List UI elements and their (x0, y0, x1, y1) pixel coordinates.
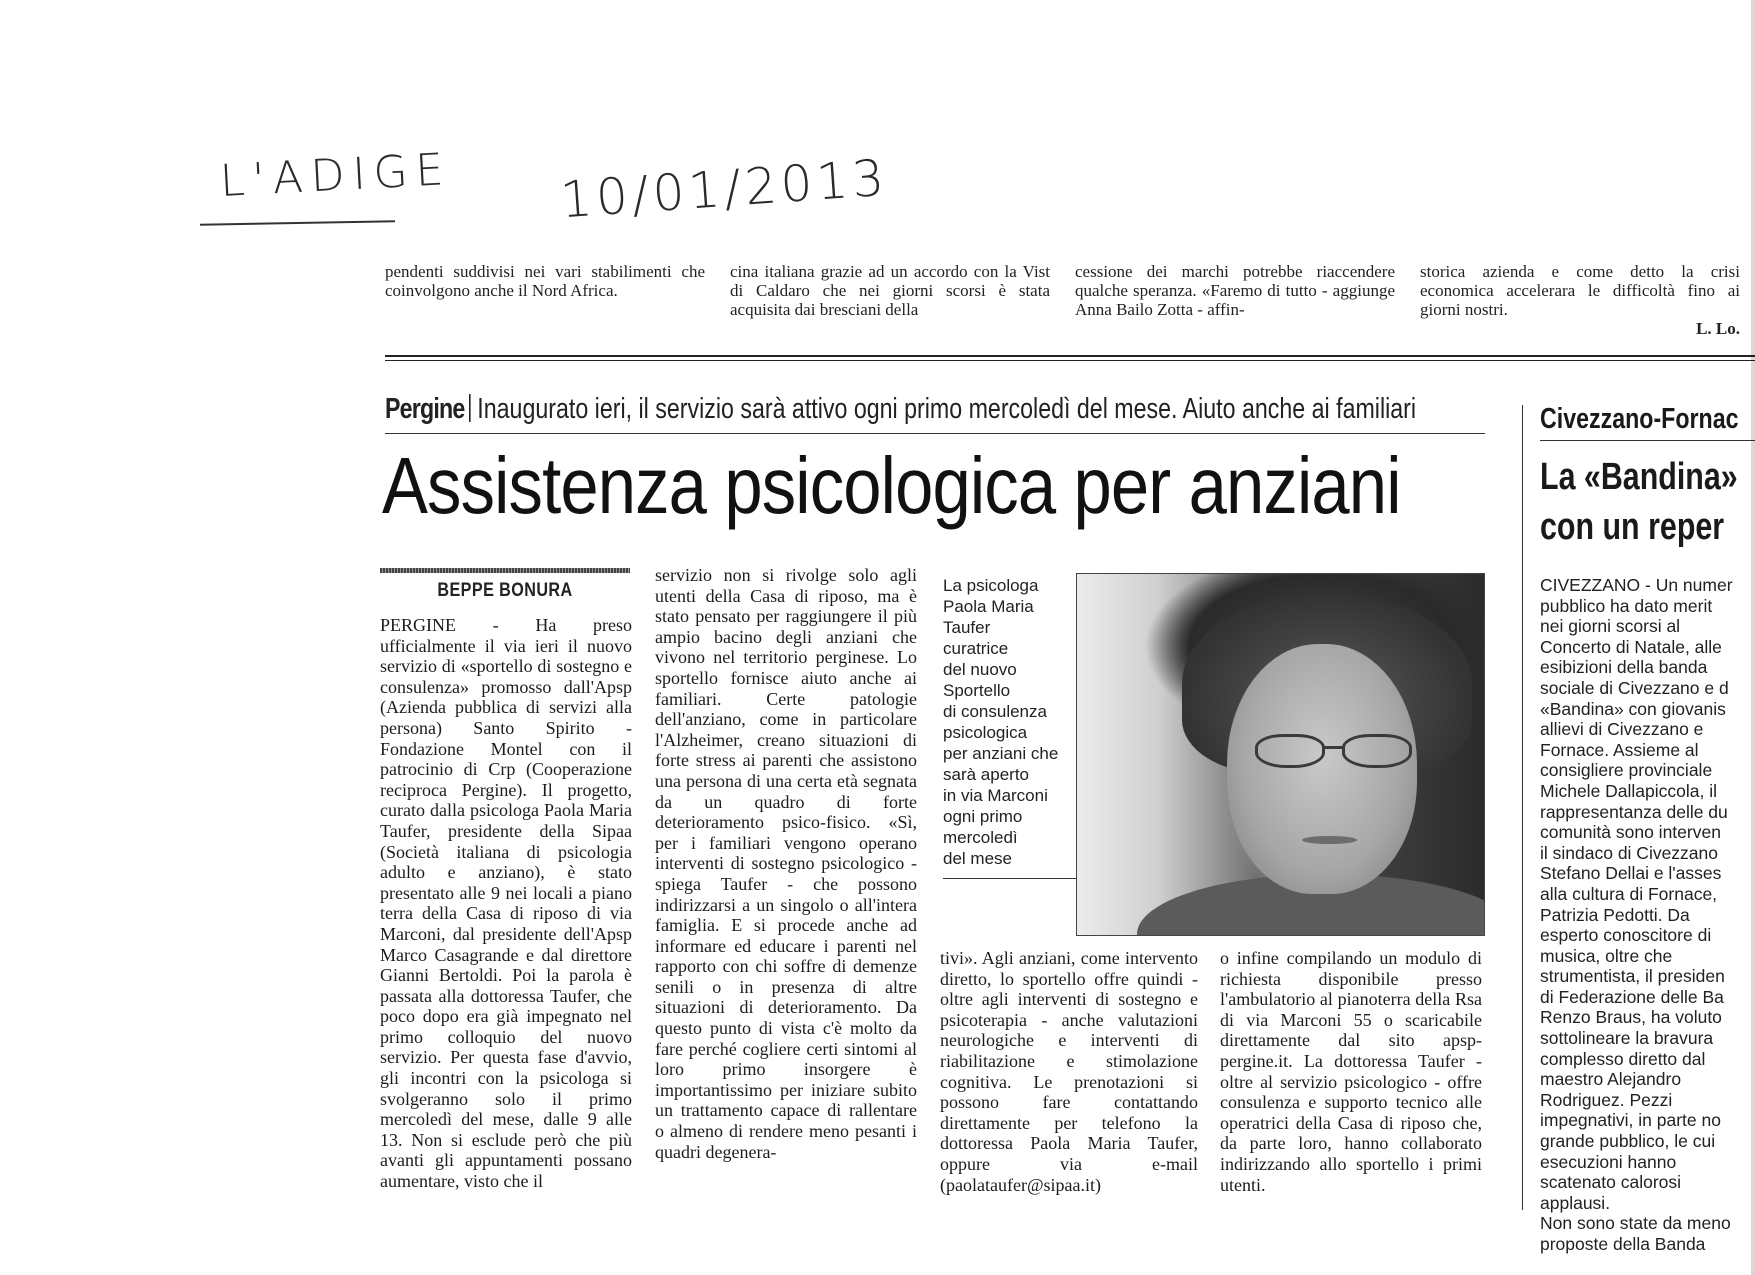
photo-caption: La psicologa Paola Maria Taufer curatrice del nuovo Sportello di consulenza psicologica per anziani che sarà aperto in via Marconi ogni primo mercoledì del mese (943, 576, 1059, 868)
glasses-bridge (1325, 746, 1343, 749)
caption-rule (943, 878, 1076, 879)
kicker-divider (469, 394, 471, 422)
section-divider (385, 355, 1755, 361)
byline-rule (380, 568, 630, 573)
side-kicker: Civezzano-Fornac (1540, 403, 1739, 435)
top-column-2: cina italiana grazie ad un accordo con la Vist di Caldaro che nei giorni scorsi è stata acquisita dai bresciani della (730, 262, 1050, 319)
kicker-rule (385, 433, 1485, 434)
article-column-2: servizio non si rivolge solo agli utenti della Casa di riposo, ma è stato pensato per raggiungere il più ampio bacino degli anziani che vivono nel territorio perginese. Lo sportello fornisce aiuto anche ai familiari. Certe patologie dell'anziano, come in particolare l'Alzheimer, creano situazioni di forte stress ai parenti che assistono una persona di una certa età segnata da un quadro di forte deterioramento psico-fisico. «Sì, per i familiari vengono operano interventi di sostegno psicologico - spiega Taufer - che possono indirizzarsi a un singolo o all'intera famiglia. E si procede anche ad informare ed educare i parenti nel rapporto con chi soffre di demenze senili o in presenza di altre situazioni di deterioramento. Da questo punto di vista c'è molto da fare perché cogliere certi sintomi al loro primo insorgere è importantissimo per iniziare subito un trattamento capace di rallentare o almeno di rendere meno pesanti i quadri degenera- (655, 565, 917, 1162)
glasses-right-lens (1342, 734, 1412, 768)
article-column-1: PERGINE - Ha preso ufficialmente il via ieri il nuovo servizio di «sportello di sostegno e consulenza» promosso dall'Apsp (Azienda pubblica di servizi alla persona) Santo Spirito - Fondazione Montel con il patrocinio di Crp (Cooperazione reciproca Pergine). Il progetto, curato dalla psicologa Paola Maria Taufer, presidente della Sipaa (Società italiana di psicologia adulto e anziano), è stato presentato alle 9 nei locali a piano terra della Casa di riposo di via Marconi, dal presidente dell'Apsp Marco Casagrande e dal direttore Gianni Bertoldi. Poi la parola è passata alla dottoressa Taufer, che poco dopo era già impegnato nel primo colloquio del nuovo servizio. Per questa fase d'avvio, gli incontri con la psicologa si svolgeranno solo il primo mercoledì del mese, dalle 9 alle 13. Non si esclude però che più avanti gli appuntamenti possano aumentare, visto che il (380, 615, 632, 1192)
top-column-4-text: storica azienda e come detto la crisi economica accelerara le difficoltà fino ai giorni nostri. (1420, 262, 1740, 319)
side-column-rule (1522, 405, 1523, 1210)
article-column-3: tivi». Agli anziani, come intervento diretto, lo sportello offre quindi - oltre agli interventi di sostegno e psicoterapia - anche valutazioni neurologiche e interventi di riabilitazione e stimolazione cognitiva. Le prenotazioni si possono fare contattando direttamente per telefono la dottoressa Paola Maria Taufer, oppure via e-mail (paolataufer@sipaa.it) (940, 948, 1198, 1195)
top-column-1: pendenti suddivisi nei vari stabilimenti che coinvolgono anche il Nord Africa. (385, 262, 705, 300)
top-column-3: cessione dei marchi potrebbe riaccendere qualche speranza. «Faremo di tutto - aggiunge Anna Bailo Zotta - affin- (1075, 262, 1395, 319)
handwritten-paper-name: L'ADIGE (218, 143, 453, 208)
top-signature: L. Lo. (1696, 319, 1740, 338)
article-kicker (385, 392, 1416, 426)
handwritten-date: 10/01/2013 (558, 148, 890, 230)
article-byline: BEPPE BONURA (437, 580, 573, 601)
side-headline (1540, 452, 1738, 552)
top-column-4 (1420, 262, 1740, 338)
photo-mouth (1302, 836, 1357, 844)
kicker-text: Inaugurato ieri, il servizio sarà attivo ogni primo mercoledì del mese. Aiuto anche ai familiari (477, 393, 1417, 425)
handwritten-underline (200, 220, 395, 225)
kicker-place: Pergine (385, 393, 465, 425)
article-column-4: o infine compilando un modulo di richiesta disponibile presso l'ambulatorio al pianoterra della Rsa di via Marconi 55 o scaricabile direttamente dal sito apsp-pergine.it. La dottoressa Taufer - oltre al servizio psicologico - offre consulenza e supporto tecnico alle operatrici della Casa di riposo che, da parte loro, hanno collaborato indirizzando allo sportello i primi utenti. (1220, 948, 1482, 1195)
side-headline-line-2: con un reper (1540, 506, 1725, 548)
side-article-body: CIVEZZANO - Un numer pubblico ha dato merit nei giorni scorsi al Concerto di Natale, alle esibizioni della banda sociale di Civezzano e d «Bandina» con giovanis allievi di Civezzano e Fornace. Assieme al consigliere provinciale Michele Dallapiccola, il rappresentanza delle du comunità sono interven il sindaco di Civezzano Stefano Dellai e l'asses alla cultura di Fornace, Patrizia Pedotti. Da esperto conoscitore di musica, oltre che strumentista, il presiden di Federazione delle Ba Renzo Braus, ha voluto sottolineare la bravura complesso diretto dal maestro Alejandro Rodriguez. Pezzi impegnativi, in parte no grande pubblico, le cui esecuzioni hanno scatenato calorosi applausi. Non sono state da meno proposte della Banda (1540, 575, 1733, 1254)
glasses-left-lens (1255, 734, 1325, 768)
side-kicker-rule (1540, 440, 1755, 441)
side-headline-line-1: La «Bandina» (1540, 456, 1738, 498)
article-headline: Assistenza psicologica per anziani (382, 441, 1401, 530)
portrait-photo (1076, 573, 1485, 936)
photo-face (1227, 644, 1417, 894)
